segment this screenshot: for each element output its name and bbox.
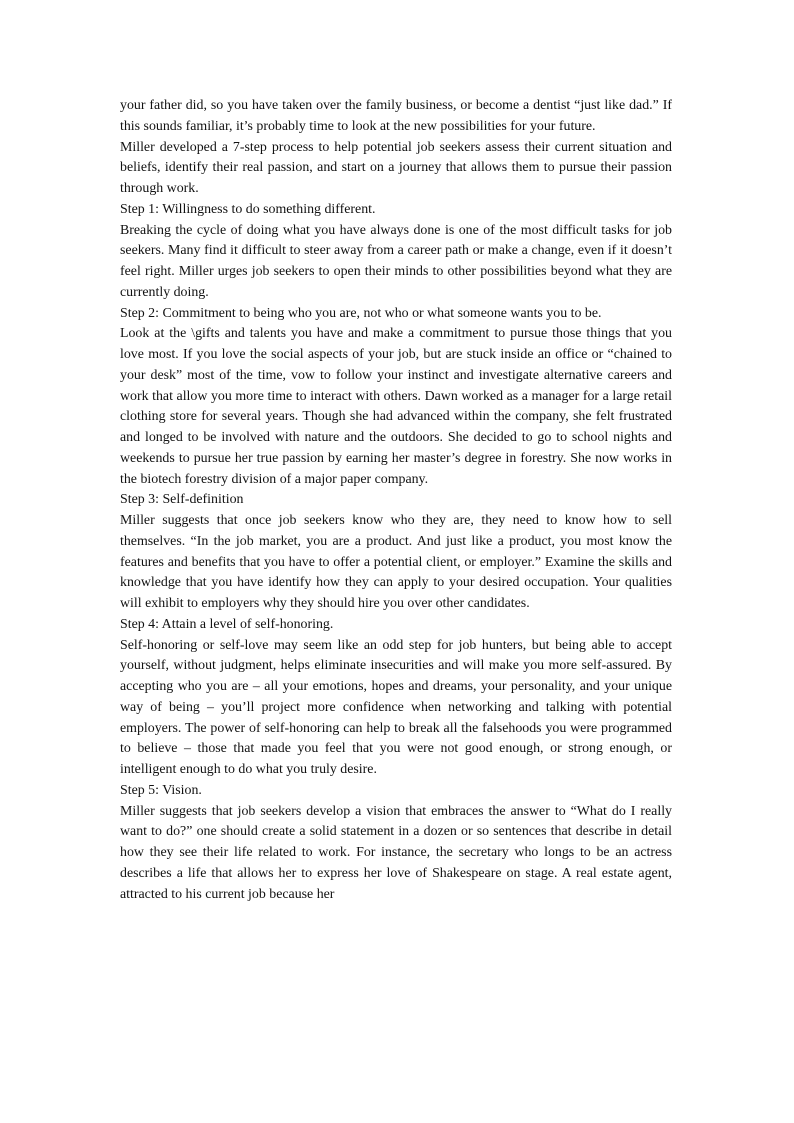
paragraph-seven-step-process: Miller developed a 7-step process to help potential job seekers assess their current situation and beliefs, identify their real passion, and start on a journey that allows them to pursue their passion through work. (120, 139, 672, 196)
step-5-body: Miller suggests that job seekers develop a vision that embraces the answer to “What do I really want to do?” one should create a solid statement in a dozen or so sentences that describe in detail how they see their life related to work. For instance, the secretary who longs to be an actress describes a life that allows her to express her love of Shakespeare on stage. A real estate agent, attracted to his current job because her (120, 803, 672, 902)
step-1-heading: Step 1: Willingness to do something different. (120, 201, 376, 217)
step-4-body: Self-honoring or self-love may seem like an odd step for job hunters, but being able to accept yourself, without judgment, helps eliminate insecurities and will make you more self-assured. By accepting who you are – all your emotions, hopes and dreams, your personality, and your unique way of being – you’ll project more confidence when networking and talking with potential employers. The power of self-honoring can help to break all the falsehoods you were programmed to believe – those that made you feel that you were not good enough, or strong enough, or intelligent enough to do what you truly desire. (120, 637, 672, 777)
step-5-heading: Step 5: Vision. (120, 782, 202, 798)
step-3-body: Miller suggests that once job seekers know who they are, they need to know how to sell themselves. “In the job market, you are a product. And just like a product, you most know the features and benefits that you have to offer a potential client, or employer.” Examine the skills and knowledge that you have identify how they can apply to your desired occupation. Your qualities will exhibit to employers why they should hire you over other candidates. (120, 513, 672, 611)
step-1-body: Breaking the cycle of doing what you have always done is one of the most difficult tasks for job seekers. Many find it difficult to steer away from a career path or make a change, even if it doesn’t feel right. Miller urges job seekers to open their minds to other possibilities beyond what they are currently doing. (120, 222, 672, 300)
step-2-body: Look at the \gifts and talents you have and make a commitment to pursue those things that you love most. If you love the social aspects of your job, but are stuck inside an office or “chained to your desk” most of the time, vow to follow your instinct and investigate alternative careers and work that allow you more time to interact with others. Dawn worked as a manager for a large retail clothing store for several years. Though she had advanced within the company, she felt frustrated and longed to be involved with nature and the outdoors. She decided to go to school nights and weekends to pursue her true passion by earning her master’s degree in forestry. She now works in the biotech forestry division of a major paper company. (120, 326, 672, 487)
step-3-heading: Step 3: Self-definition (120, 492, 244, 508)
document-body (120, 96, 672, 905)
step-4-heading: Step 4: Attain a level of self-honoring. (120, 616, 334, 632)
step-2-heading: Step 2: Commitment to being who you are, not who or what someone wants you to be. (120, 305, 602, 321)
paragraph-intro-continued: your father did, so you have taken over the family business, or become a dentist “just like dad.” If this sounds familiar, it’s probably time to look at the new possibilities for your future. (120, 98, 672, 134)
